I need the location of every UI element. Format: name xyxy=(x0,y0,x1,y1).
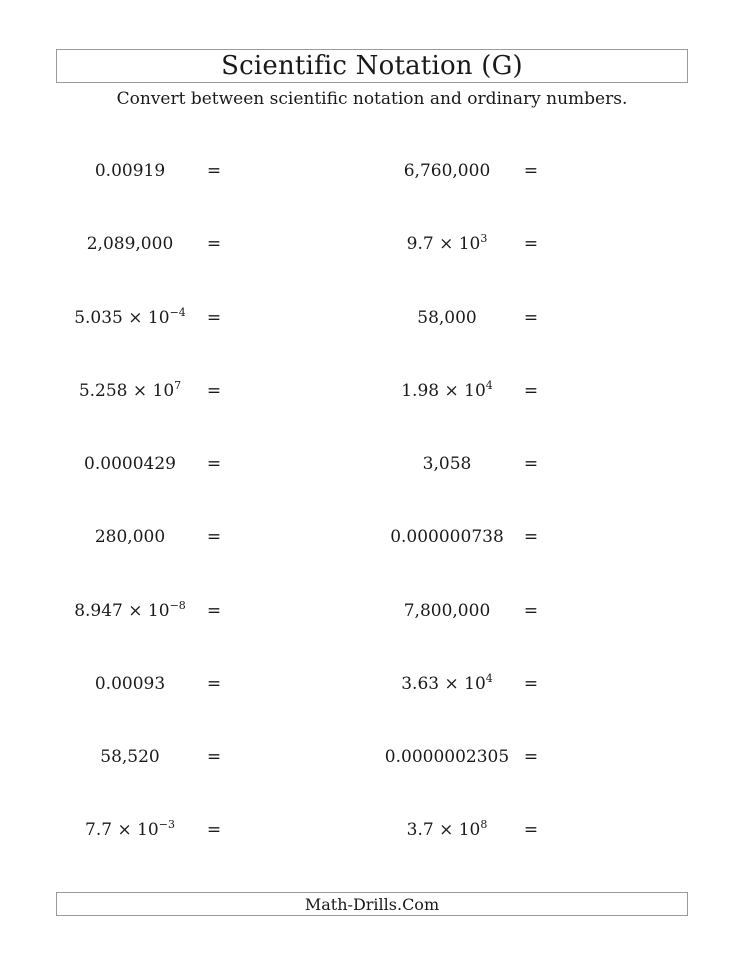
problem-row xyxy=(0,815,749,845)
left-expression: 58,520 xyxy=(100,747,160,767)
right-equals-sign: = xyxy=(523,234,539,254)
right-expression: 0.000000738 xyxy=(390,527,504,547)
right-expression: 58,000 xyxy=(417,308,477,328)
right-expression: 3,058 xyxy=(422,454,472,474)
footer-box xyxy=(56,892,688,916)
right-expression: 6,760,000 xyxy=(403,161,491,181)
left-equals-sign: = xyxy=(206,454,222,474)
right-equals-sign: = xyxy=(523,381,539,401)
left-equals-sign: = xyxy=(206,674,222,694)
left-equals-sign: = xyxy=(206,381,222,401)
problem-row xyxy=(0,669,749,699)
right-equals-sign: = xyxy=(523,674,539,694)
problem-row xyxy=(0,156,749,186)
right-expression: $3.63 \times 10^4$ xyxy=(401,672,493,694)
left-expression: $7.7 \times 10^{-3}$ xyxy=(85,818,175,840)
left-expression: 0.0000429 xyxy=(84,454,176,474)
left-equals-sign: = xyxy=(206,308,222,328)
left-equals-sign: = xyxy=(206,820,222,840)
right-expression: $3.7 \times 10^8$ xyxy=(406,818,488,840)
left-expression: $5.258 \times 10^7$ xyxy=(78,379,182,401)
left-equals-sign: = xyxy=(206,601,222,621)
right-expression: 0.0000002305 xyxy=(384,747,510,767)
problem-row xyxy=(0,303,749,333)
right-equals-sign: = xyxy=(523,454,539,474)
problem-row xyxy=(0,742,749,772)
right-expression: $1.98 \times 10^4$ xyxy=(401,379,493,401)
right-equals-sign: = xyxy=(523,308,539,328)
left-expression: 280,000 xyxy=(94,527,166,547)
left-equals-sign: = xyxy=(206,527,222,547)
problem-row xyxy=(0,376,749,406)
right-equals-sign: = xyxy=(523,747,539,767)
problem-row xyxy=(0,596,749,626)
problem-row xyxy=(0,449,749,479)
problem-row xyxy=(0,229,749,259)
right-expression: 7,800,000 xyxy=(403,601,491,621)
left-equals-sign: = xyxy=(206,747,222,767)
right-expression: $9.7 \times 10^3$ xyxy=(406,232,488,254)
worksheet-title: Scientific Notation (G) xyxy=(221,51,523,81)
problem-row xyxy=(0,522,749,552)
right-equals-sign: = xyxy=(523,161,539,181)
left-expression: 0.00093 xyxy=(94,674,166,694)
left-expression: 2,089,000 xyxy=(86,234,174,254)
left-expression: $8.947 \times 10^{-8}$ xyxy=(74,599,186,621)
right-equals-sign: = xyxy=(523,601,539,621)
right-equals-sign: = xyxy=(523,820,539,840)
footer-site-name: Math-Drills.Com xyxy=(304,894,440,914)
worksheet-instructions: Convert between scientific notation and ordinary numbers. xyxy=(116,89,628,109)
right-equals-sign: = xyxy=(523,527,539,547)
left-equals-sign: = xyxy=(206,161,222,181)
left-expression: 0.00919 xyxy=(94,161,166,181)
left-expression: $5.035 \times 10^{-4}$ xyxy=(74,306,186,328)
left-equals-sign: = xyxy=(206,234,222,254)
